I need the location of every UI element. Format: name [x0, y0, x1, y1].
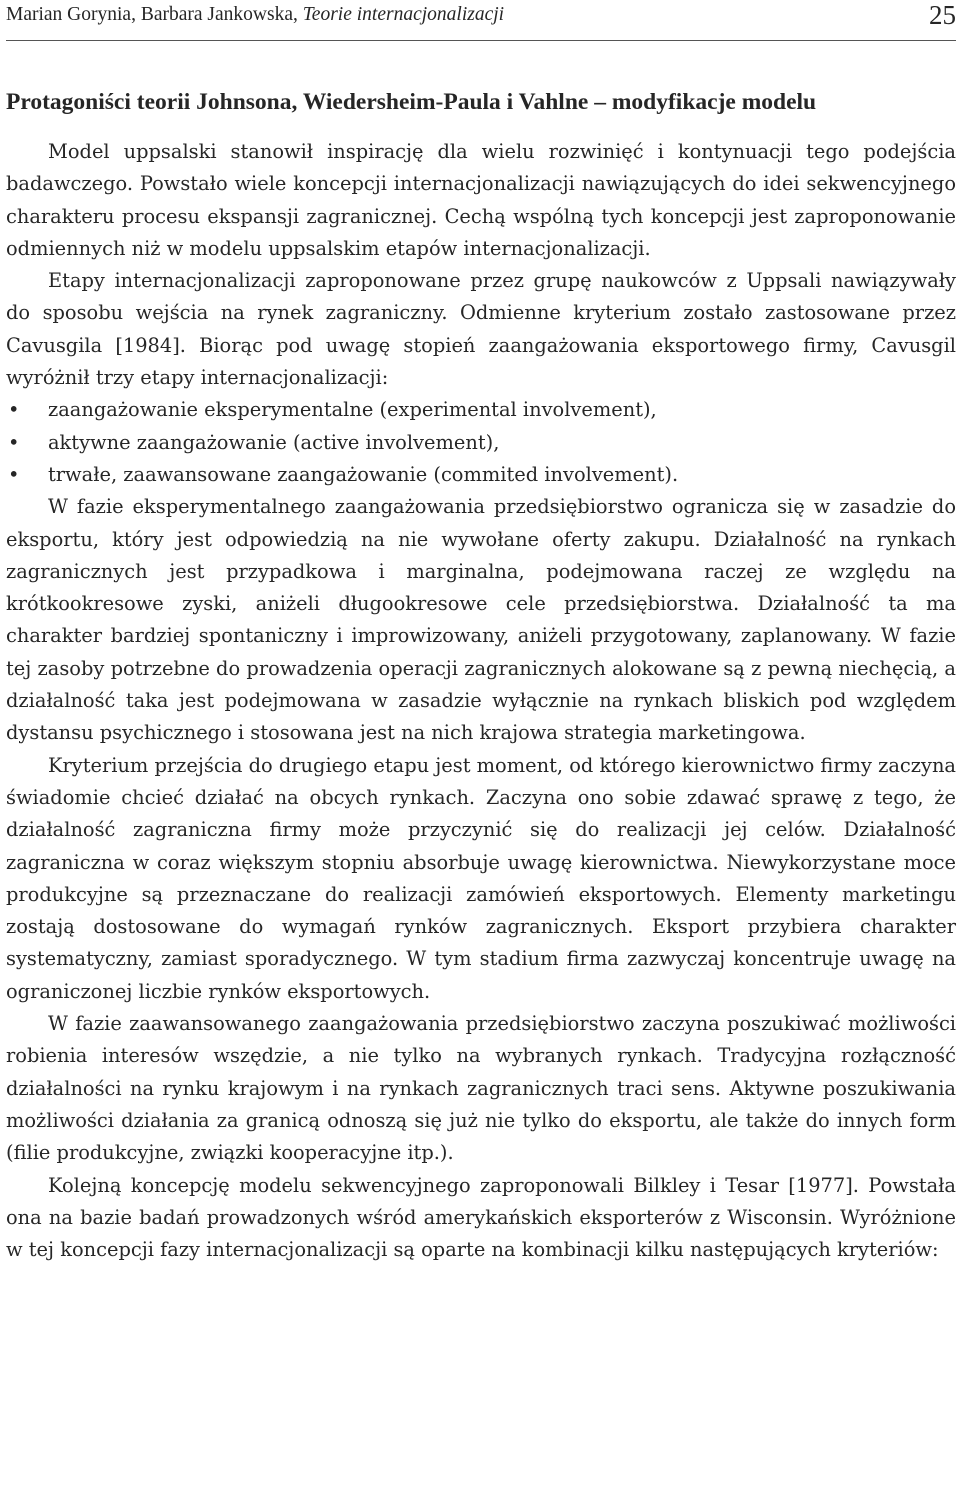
running-header	[6, 0, 956, 41]
header-authors-title	[6, 4, 504, 26]
section-title: Protagoniści teorii Johnsona, Wiedersheim-Paula i Vahlne – modyfikacje modelu	[6, 89, 817, 115]
paragraph-5: W fazie zaawansowanego zaangażowania przedsiębiorstwo zaczyna poszukiwać możliwości robienia interesów wszędzie, a nie tylko na wybranych rynkach. Tradycyjna rozłączność działalności na rynku krajowym i na rynkach zagranicznych traci sens. Aktywne poszukiwania możliwości działania za granicą odnoszą się już nie tylko do eksportu, ale także do innych form (filie produkcyjne, związki kooperacyjne itp.).	[6, 1012, 956, 1165]
bullet-icon: •	[8, 398, 20, 422]
list-item-text: trwałe, zaawansowane zaangażowanie (commited involvement).	[48, 462, 679, 486]
list-item-text: aktywne zaangażowanie (active involvement),	[48, 430, 500, 454]
list-item	[6, 459, 956, 491]
list-item	[6, 427, 956, 459]
list-item	[6, 394, 956, 426]
paragraph-4: Kryterium przejścia do drugiego etapu jest moment, od którego kierownictwo firmy zaczyna świadomie chcieć działać na obcych rynkach. Zaczyna ono sobie zdawać sprawę z tego, że działalność zagraniczna firmy może przyczynić się do realizacji jej celów. Działalność zagraniczna w coraz większym stopniu absorbuje uwagę kierownictwa. Niewykorzystane moce produkcyjne są przeznaczane do realizacji zamówień eksportowych. Elementy marketingu zostają dostosowane do wymagań rynków zagranicznych. Eksport przybiera charakter systematyczny, zamiast sporadycznego. W tym stadium firma zazwyczaj koncentruje uwagę na ograniczonej liczbie rynków eksportowych.	[6, 753, 956, 1003]
paragraph-6: Kolejną koncepcję modelu sekwencyjnego zaproponowali Bilkley i Tesar [1977]. Powstała ona na bazie badań prowadzonych wśród amerykańskich eksporterów z Wisconsin. Wyróżnione w tej koncepcji fazy internacjonalizacji są oparte na kombinacji kilku następujących kryteriów:	[6, 1173, 956, 1262]
involvement-stages-list	[6, 394, 956, 491]
document-page	[6, 0, 956, 1266]
bullet-icon: •	[8, 462, 20, 486]
paragraph-3: W fazie eksperymentalnego zaangażowania przedsiębiorstwo ogranicza się w zasadzie do eksportu, który jest odpowiedzią na nie wywołane oferty zakupu. Działalność na rynkach zagranicznych jest przypadkowa i marginalna, podejmowana raczej ze względu na krótkookresowe zyski, aniżeli długookresowe cele przedsiębiorstwa. Działalność ta ma charakter bardziej spontaniczny i improwizowany, aniżeli przygotowany, zaplanowany. W fazie tej zasoby potrzebne do prowadzenia operacji zagranicznych alokowane są z pewną niechęcią, a działalność taka jest podejmowana w zasadzie wyłącznie na rynkach bliskich pod względem dystansu psychicznego i stosowana jest na nich krajowa strategia marketingowa.	[6, 495, 956, 745]
body-text	[6, 136, 956, 1266]
paragraph-1: Model uppsalski stanowił inspirację dla wielu rozwinięć i kontynuacji tego podejścia badawczego. Powstało wiele koncepcji internacjonalizacji nawiązujących do idei sekwencyjnego charakteru procesu ekspansji zagranicznej. Cechą wspólną tych koncepcji jest zaproponowanie odmiennych niż w modelu uppsalskim etapów internacjonalizacji.	[6, 140, 956, 260]
header-book-title: Teorie internacjonalizacji	[302, 4, 505, 25]
paragraph-2: Etapy internacjonalizacji zaproponowane przez grupę naukowców z Uppsali nawiązywały do sposobu wejścia na rynek zagraniczny. Odmienne kryterium zostało zastosowane przez Cavusgila [1984]. Biorąc pod uwagę stopień zaangażowania eksportowego firmy, Cavusgil wyróżnił trzy etapy internacjonalizacji:	[6, 269, 956, 390]
bullet-icon: •	[8, 430, 20, 454]
list-item-text: zaangażowanie eksperymentalne (experimental involvement),	[48, 398, 657, 422]
header-authors: Marian Gorynia, Barbara Jankowska,	[6, 4, 298, 25]
page-number: 25	[929, 0, 956, 30]
